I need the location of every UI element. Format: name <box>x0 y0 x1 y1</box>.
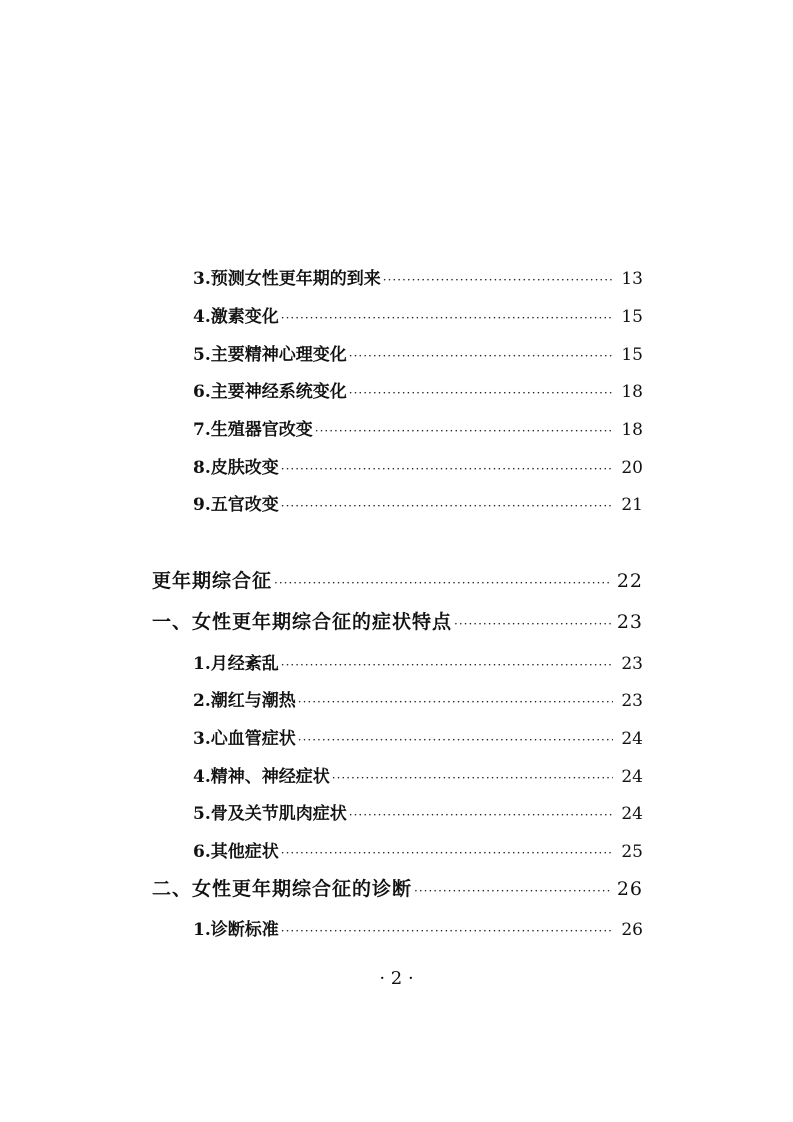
toc-entry-page: 21 <box>621 495 643 515</box>
toc-entry <box>193 377 643 401</box>
leader-dots <box>298 695 613 709</box>
toc-entry-label: 2.潮红与潮热 <box>193 691 296 711</box>
leader-dots <box>274 576 611 590</box>
toc-entry <box>193 490 643 514</box>
leader-dots <box>315 424 613 438</box>
leader-dots <box>281 924 613 938</box>
toc-entry-page: 24 <box>621 804 643 824</box>
toc-part-page: 26 <box>616 878 643 900</box>
toc-entry-page: 15 <box>621 307 643 327</box>
toc-entry <box>193 724 643 748</box>
leader-dots <box>281 658 613 672</box>
leader-dots <box>349 349 613 363</box>
toc-entry-label: 6.其他症状 <box>193 842 279 862</box>
leader-dots <box>383 273 613 287</box>
leader-dots <box>281 499 613 513</box>
toc-entry-label: 3.心血管症状 <box>193 729 296 749</box>
toc-entry <box>193 415 643 439</box>
toc-entry-page: 24 <box>621 767 643 787</box>
toc-entry-label: 1.诊断标准 <box>193 920 279 940</box>
toc-entry <box>193 799 643 823</box>
toc-entry-label: 7.生殖器官改变 <box>193 420 313 440</box>
toc-entry-label: 3.预测女性更年期的到来 <box>193 269 381 289</box>
toc-chapter-label: 更年期综合征 <box>152 570 273 592</box>
toc-entry-page: 15 <box>621 345 643 365</box>
leader-dots <box>298 733 613 747</box>
toc-entry-label: 1.月经紊乱 <box>193 654 279 674</box>
toc-entry-label: 8.皮肤改变 <box>193 458 279 478</box>
leader-dots <box>332 771 613 785</box>
toc-part-label: 二、女性更年期综合征的诊断 <box>152 878 413 900</box>
leader-dots <box>349 808 613 822</box>
leader-dots <box>281 846 613 860</box>
toc-entry-page: 20 <box>621 458 643 478</box>
page-number: · 2 · <box>379 968 414 989</box>
toc-entry <box>193 302 643 326</box>
toc-entry <box>193 264 643 288</box>
toc-entry <box>193 453 643 477</box>
toc-chapter-page: 22 <box>616 570 643 592</box>
toc-entry-page: 23 <box>621 691 643 711</box>
toc-part <box>152 607 643 633</box>
toc-part-page: 23 <box>616 611 643 633</box>
toc-entry-page: 26 <box>621 920 643 940</box>
toc-entry-label: 4.激素变化 <box>193 307 279 327</box>
toc-entry-label: 5.骨及关节肌肉症状 <box>193 804 347 824</box>
toc-entry-label: 6.主要神经系统变化 <box>193 382 347 402</box>
toc-entry-page: 23 <box>621 654 643 674</box>
toc-chapter <box>152 566 643 592</box>
toc-part-label: 一、女性更年期综合征的症状特点 <box>152 611 453 633</box>
toc-part <box>152 874 643 900</box>
toc-entry-label: 9.五官改变 <box>193 495 279 515</box>
leader-dots <box>349 386 613 400</box>
toc-entry <box>193 837 643 861</box>
leader-dots <box>281 311 613 325</box>
toc-entry-page: 24 <box>621 729 643 749</box>
toc-entry-page: 18 <box>621 420 643 440</box>
leader-dots <box>281 462 613 476</box>
toc-entry <box>193 340 643 364</box>
toc-entry-page: 18 <box>621 382 643 402</box>
toc-entry-label: 4.精神、神经症状 <box>193 767 330 787</box>
leader-dots <box>414 884 611 898</box>
toc-entry-page: 25 <box>621 842 643 862</box>
toc-entry <box>193 915 643 939</box>
toc-entry <box>193 762 643 786</box>
toc-entry-page: 13 <box>621 269 643 289</box>
toc-entry <box>193 686 643 710</box>
toc-entry-label: 5.主要精神心理变化 <box>193 345 347 365</box>
toc-entry <box>193 649 643 673</box>
leader-dots <box>454 617 611 631</box>
